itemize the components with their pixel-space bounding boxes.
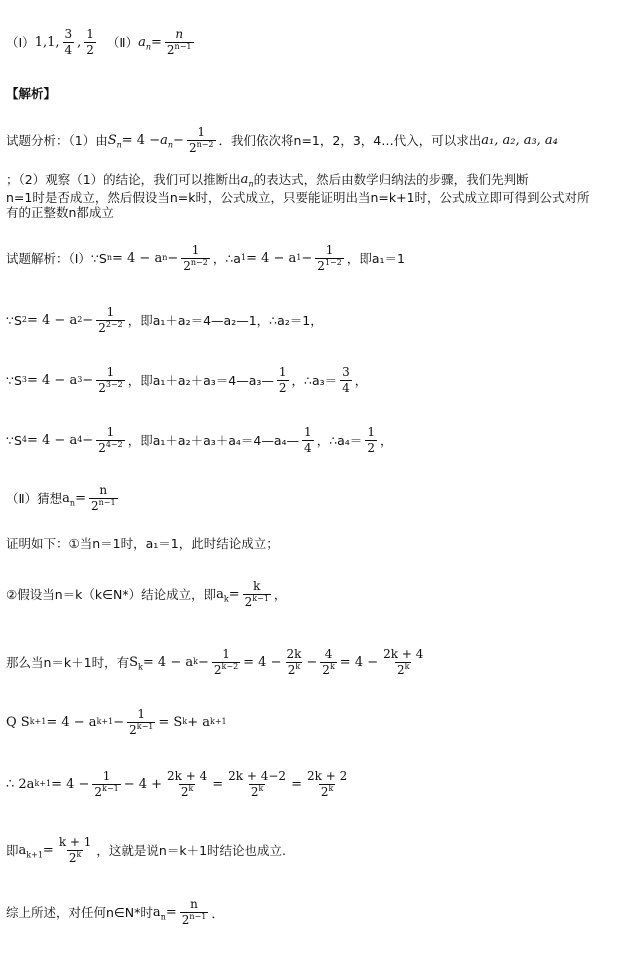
analysis-line-4: 有的正整数n都成立 xyxy=(6,205,114,220)
answer-fraction-1-2 xyxy=(84,28,96,56)
proof-line-5: ∴ 2a k+1 = 4 − $\frac{1}{2^{k-1}}$ − 4 + $\frac{2k + 4}{2^k}$ = $\frac{2k + 4-2}{2^k}$ = $\frac{2k + 2}{2^k}$ xyxy=(6,769,348,799)
proof-fraction: $\frac{1}{2^{k-1}}$ xyxy=(94,769,119,799)
solution-fraction: $\frac{1}{2}$ xyxy=(278,365,287,395)
conjecture-fraction: $\frac{n}{2^{n-1}}$ xyxy=(90,483,116,513)
answer-line: （Ⅰ） 1,1, $\frac{3}{4}$ , $\frac{1}{2}$ （Ⅱ） $a_n$ = $\frac{n}{2^{n-1}}$ xyxy=(6,27,192,57)
solution-result-fraction: $\frac{1}{2}$ xyxy=(367,425,375,455)
solution-line-3: ∵S 3 = 4 − a 3 − $\frac{1}{2^{3-2}}$ ，即a₁＋a₂＋a₃＝4—a₃— $\frac{1}{2}$ ，∴a₃＝ $\frac{3}{4}$ ， xyxy=(6,365,368,395)
answer-part2-label: （Ⅱ） xyxy=(106,35,139,51)
solution-fraction: $\frac{1}{2^{2-2}}$ xyxy=(98,305,123,335)
fraction-denominator: 2 xyxy=(86,42,94,57)
proof-line-6: 即 $a_{k+1}$ = $\frac{k + 1}{2^k}$ ，这就是说n＝k＋1时结论也成立. xyxy=(6,835,287,865)
analysis-line-2: ；（2）观察（1）的结论，我们可以推断出 $a_n$ 的表达式，然后由数学归纳法的步骤，我们先判断 xyxy=(6,171,529,189)
analysis-heading: 【解析】 xyxy=(6,86,57,101)
conjecture-line: （Ⅱ）猜想 $a_n$ = $\frac{n}{2^{n-1}}$ xyxy=(6,483,116,513)
analysis-line-3: n=1时是否成立，然后假设当n=k时，公式成立，只要能证明出当n=k+1时，公式成立即可得到公式对所 xyxy=(6,190,590,205)
proof-fraction: $\frac{2k + 2}{2^k}$ xyxy=(306,769,348,799)
proof-line-1: 证明如下：①当n＝1时，a₁＝1，此时结论成立； xyxy=(6,536,279,551)
proof-fraction: $\frac{k}{2^{k-1}}$ xyxy=(244,579,269,609)
proof-fraction: $\frac{2k + 4-2}{2^k}$ xyxy=(228,769,287,799)
proof-fraction: $\frac{n}{2^{n-1}}$ xyxy=(181,897,207,927)
analysis-fraction: $\frac{1}{2^{n-2}}$ xyxy=(188,125,214,155)
fraction-numerator: 3 xyxy=(64,27,73,41)
proof-fraction: $\frac{1}{2^{k-1}}$ xyxy=(129,707,154,737)
solution-fraction: $\frac{1}{2^{4-2}}$ xyxy=(98,425,123,455)
solution-fraction: $\frac{1}{2^{n-2}}$ xyxy=(183,243,208,273)
solution-line-4: ∵S 4 = 4 − a 4 − $\frac{1}{2^{4-2}}$ ，即a₁＋a₂＋a₃＋a₄＝4—a₄— $\frac{1}{4}$ ，∴a₄＝ $\frac{1}{2}$ ， xyxy=(6,425,393,455)
proof-fraction: $\frac{2k + 4}{2^k}$ xyxy=(383,647,424,677)
solution-fraction: $\frac{1}{4}$ xyxy=(304,425,312,455)
solution-result-fraction: $\frac{3}{4}$ xyxy=(342,365,350,395)
proof-fraction: $\frac{1}{2^{k-2}}$ xyxy=(213,647,239,677)
solution-fraction: $\frac{1}{2^{3-2}}$ xyxy=(98,365,123,395)
proof-fraction: $\frac{2k}{2^k}$ xyxy=(286,647,302,677)
solution-line-1: 试题解析：（Ⅰ）∵S n = 4 − a n − $\frac{1}{2^{n-2}}$ ，∴a 1 = 4 − a 1 − $\frac{1}{2^{1-2}}$ ，即a₁＝1 xyxy=(6,243,405,273)
answer-part2-lhs: $a_n$ xyxy=(138,34,151,52)
solution-line-2: ∵S 2 = 4 − a 2 − $\frac{1}{2^{2-2}}$ ，即a₁＋a₂＝4—a₂—1，∴a₂＝1， xyxy=(6,305,323,335)
proof-fraction: $\frac{k + 1}{2^k}$ xyxy=(58,835,92,865)
proof-fraction: $\frac{4}{2^k}$ xyxy=(322,647,335,677)
proof-conclusion: 综上所述，对任何n∈N*时 $a_n$ = $\frac{n}{2^{n-1}}$ ． xyxy=(6,897,225,927)
analysis-line-1: 试题分析：（1）由 $S_n$ = 4 − $a_n$ − $\frac{1}{2^{n-2}}$ ．我们依次将n=1，2，3，4…代入，可以求出 a₁, a₂, a₃, a₄ xyxy=(6,125,558,155)
proof-line-3: 那么当n＝k＋1时，有 $S_k$ = 4 − a k − $\frac{1}{2^{k-2}}$ = 4 − $\frac{2k}{2^k}$ − $\frac{4}{2^k}$ = 4 − $\frac{2k + 4}{2^k}$ xyxy=(6,647,424,677)
proof-fraction: $\frac{2k + 4}{2^k}$ xyxy=(167,769,208,799)
answer-fraction-3-4 xyxy=(63,28,75,56)
answer-part1-label: （Ⅰ） xyxy=(6,35,35,51)
fraction-numerator: 1 xyxy=(86,27,94,41)
proof-line-4: Q S k+1 = 4 − a k+1 − $\frac{1}{2^{k-1}}$ = S k + a k+1 xyxy=(6,707,227,737)
answer-part1-values: 1,1, xyxy=(34,34,60,50)
answer-part2-fraction: $\frac{n}{2^{n-1}}$ xyxy=(166,27,192,57)
analysis-sequence: a₁, a₂, a₃, a₄ xyxy=(481,132,558,148)
fraction-denominator: 4 xyxy=(64,42,73,57)
solution-fraction: $\frac{1}{2^{1-2}}$ xyxy=(317,243,342,273)
proof-line-2: ②假设当n＝k（k∈N*）结论成立，即 $a_k$ = $\frac{k}{2^{k-1}}$ ， xyxy=(6,579,287,609)
